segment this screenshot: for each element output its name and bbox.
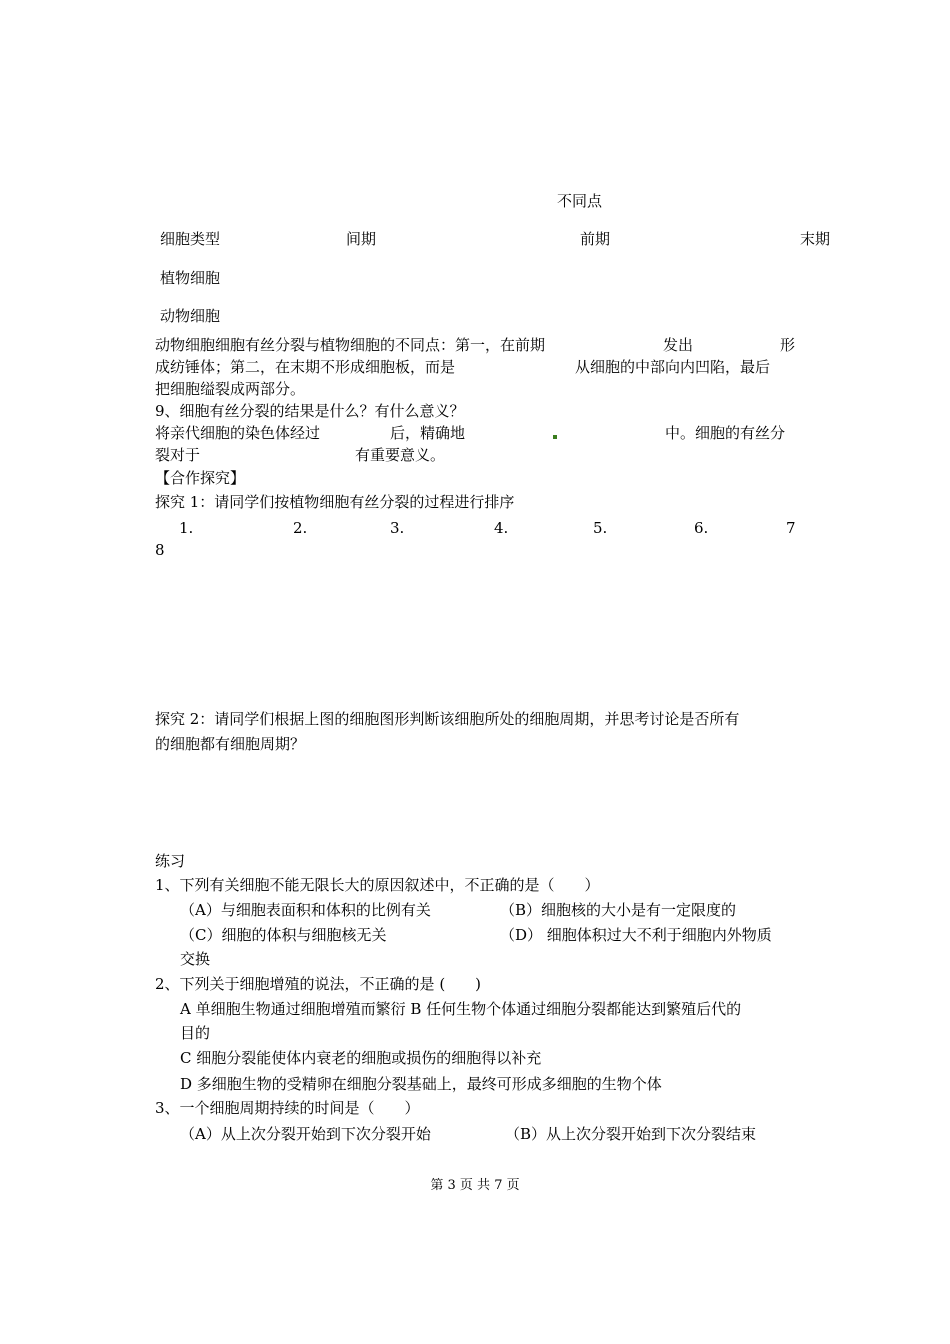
q9-title: 9、细胞有丝分裂的结果是什么？有什么意义？	[155, 402, 465, 420]
table-row-plant-cell: 植物细胞	[160, 269, 221, 287]
sequence-number-8: 8	[155, 541, 165, 559]
para1-line3: 把细胞缢裂成两部分。	[155, 380, 306, 398]
q1-option-d-continued: 交换	[180, 950, 211, 968]
para1-line1-a: 动物细胞细胞有丝分裂与植物细胞的不同点：第一，在前期	[155, 336, 546, 354]
q2-stem: 2、下列关于细胞增殖的说法，不正确的是 ( )	[155, 975, 482, 993]
q1-option-c: （C）细胞的体积与细胞核无关	[180, 926, 387, 944]
q2-options-ab-continued: 目的	[180, 1024, 211, 1042]
q9-line2-b: 有重要意义。	[355, 446, 446, 464]
para1-line1-b: 发出	[663, 336, 694, 354]
para1-line1-c: 形	[780, 336, 796, 354]
coop-heading: 【合作探究】	[155, 469, 246, 487]
q2-option-c: C 细胞分裂能使体内衰老的细胞或损伤的细胞得以补充	[180, 1049, 542, 1067]
q1-option-b: （B）细胞核的大小是有一定限度的	[500, 901, 737, 919]
page-footer: 第 3 页 共 7 页	[430, 1178, 520, 1193]
explore1-text: 探究 1：请同学们按植物细胞有丝分裂的过程进行排序	[155, 493, 515, 511]
q9-line1-c: 中。细胞的有丝分	[665, 424, 786, 442]
explore2-line1: 探究 2：请同学们根据上图的细胞图形判断该细胞所处的细胞周期，并思考讨论是否所有	[155, 710, 740, 728]
sequence-number-7: 7	[786, 519, 796, 537]
para1-line2-a: 成纺锤体；第二，在末期不形成细胞板，而是	[155, 358, 456, 376]
q1-option-a: （A）与细胞表面积和体积的比例有关	[180, 901, 431, 919]
table-col-interphase: 间期	[346, 230, 377, 248]
para1-line2-b: 从细胞的中部向内凹陷，最后	[575, 358, 771, 376]
q1-stem: 1、下列有关细胞不能无限长大的原因叙述中，不正确的是（ ）	[155, 876, 600, 894]
sequence-number-5: 5.	[593, 519, 608, 537]
q9-line1-b: 后，精确地	[390, 424, 466, 442]
q3-option-b: （B）从上次分裂开始到下次分裂结束	[505, 1125, 757, 1143]
q3-stem: 3、一个细胞周期持续的时间是（ ）	[155, 1099, 420, 1117]
table-row-animal-cell: 动物细胞	[160, 307, 221, 325]
sequence-number-6: 6.	[694, 519, 709, 537]
sequence-number-4: 4.	[494, 519, 509, 537]
table-col-telophase: 末期	[800, 230, 831, 248]
q9-line1-a: 将亲代细胞的染色体经过	[155, 424, 321, 442]
explore2-line2: 的细胞都有细胞周期？	[155, 735, 306, 753]
sequence-number-2: 2.	[293, 519, 308, 537]
q3-option-a: （A）从上次分裂开始到下次分裂开始	[180, 1125, 431, 1143]
green-dot-mark	[553, 435, 557, 439]
q1-option-d: （D） 细胞体积过大不利于细胞内外物质	[500, 926, 772, 944]
practice-heading: 练习	[155, 852, 186, 870]
q2-option-d: D 多细胞生物的受精卵在细胞分裂基础上，最终可形成多细胞的生物个体	[180, 1075, 662, 1093]
table-header-differences: 不同点	[557, 192, 603, 210]
q2-options-ab: A 单细胞生物通过细胞增殖而繁衍 B 任何生物个体通过细胞分裂都能达到繁殖后代的	[180, 1000, 742, 1018]
q9-line2-a: 裂对于	[155, 446, 201, 464]
table-col-prophase: 前期	[580, 230, 611, 248]
table-col-cell-type: 细胞类型	[160, 230, 221, 248]
sequence-number-1: 1.	[179, 519, 194, 537]
sequence-number-3: 3.	[390, 519, 405, 537]
